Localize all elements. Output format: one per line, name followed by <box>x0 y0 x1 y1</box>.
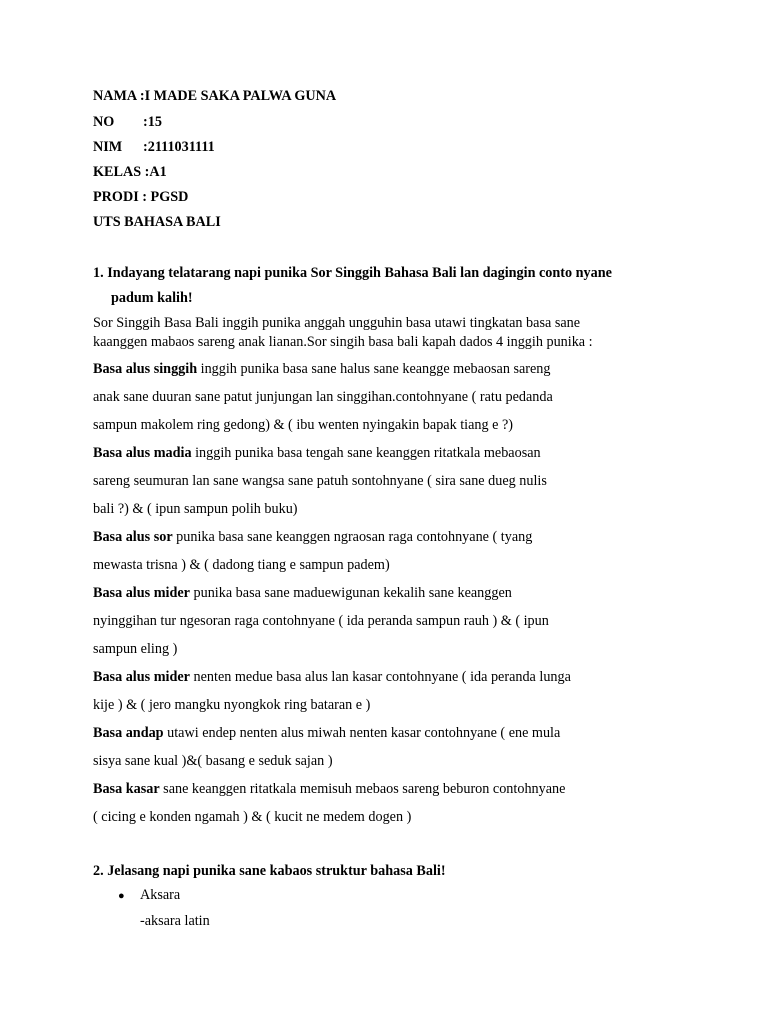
list-item <box>93 669 571 685</box>
item-text: sisya sane kual )&( basang e seduk sajan ) <box>93 753 333 769</box>
item-text: inggih punika basa sane halus sane keangge mebaosan sareng <box>197 361 551 377</box>
item-term: Basa kasar <box>93 781 160 797</box>
list-item <box>93 725 560 741</box>
study-program-line: PRODI : PGSD <box>93 189 189 205</box>
item-text: sampun makolem ring gedong) & ( ibu wenten nyingakin bapak tiang e ?) <box>93 417 513 433</box>
item-text: sampun eling ) <box>93 641 178 657</box>
list-item <box>93 529 532 545</box>
item-text: punika basa sane keanggen ngraosan raga contohnyane ( tyang <box>172 529 533 545</box>
student-name: NAMA :I MADE SAKA PALWA GUNA <box>93 88 337 104</box>
item-text: punika basa sane maduewigunan kekalih sane keanggen <box>189 585 512 601</box>
nim-value: :2111031111 <box>143 139 215 155</box>
item-text: sareng seumuran lan sane wangsa sane patuh sontohnyane ( sira sane dueg nulis <box>93 473 547 489</box>
item-term: Basa alus madia <box>93 445 192 461</box>
intro-line-1: Sor Singgih Basa Bali inggih punika anggah ungguhin basa utawi tingkatan basa sane <box>93 315 581 331</box>
item-text: sane keanggen ritatkala memisuh mebaos sareng beburon contohnyane <box>159 781 566 797</box>
question-1-line-2: padum kalih! <box>111 290 193 306</box>
item-text: utawi endep nenten alus miwah nenten kasar contohnyane ( ene mula <box>163 725 561 741</box>
nim-label: NIM <box>93 139 123 155</box>
item-text: mewasta trisna ) & ( dadong tiang e sampun padem) <box>93 557 390 573</box>
item-text: nyinggihan tur ngesoran raga contohnyane ( ida peranda sampun rauh ) & ( ipun <box>93 613 549 629</box>
item-term: Basa alus singgih <box>93 361 198 377</box>
item-text: anak sane duuran sane patut junjungan lan singgihan.contohnyane ( ratu pedanda <box>93 389 553 405</box>
list-item <box>93 361 551 377</box>
intro-line-2: kaanggen mabaos sareng anak lianan.Sor singih basa bali kapah dados 4 inggih punika : <box>93 334 593 350</box>
student-number-value: :15 <box>143 114 162 130</box>
item-term: Basa andap <box>93 725 164 741</box>
item-term: Basa alus mider <box>93 669 190 685</box>
list-item <box>93 781 565 797</box>
item-text: kije ) & ( jero mangku nyongkok ring bataran e ) <box>93 697 371 713</box>
item-term: Basa alus sor <box>93 529 173 545</box>
item-text: nenten medue basa alus lan kasar contohnyane ( ida peranda lunga <box>189 669 571 685</box>
student-number-label: NO <box>93 114 115 130</box>
item-term: Basa alus mider <box>93 585 190 601</box>
bullet-item: Aksara <box>140 887 181 903</box>
sub-item: -aksara latin <box>140 913 210 929</box>
class-line: KELAS :A1 <box>93 164 167 180</box>
item-text: bali ?) & ( ipun sampun polih buku) <box>93 501 298 517</box>
question-2: 2. Jelasang napi punika sane kabaos struktur bahasa Bali! <box>93 863 446 879</box>
question-1-line-1: 1. Indayang telatarang napi punika Sor Singgih Bahasa Bali lan dagingin conto nyane <box>93 265 612 281</box>
list-item <box>93 585 512 601</box>
bullet-dot-icon: ● <box>118 890 125 902</box>
item-text: inggih punika basa tengah sane keanggen ritatkala mebaosan <box>191 445 541 461</box>
item-text: ( cicing e konden ngamah ) & ( kucit ne medem dogen ) <box>93 809 412 825</box>
list-item <box>93 445 541 461</box>
exam-subject-line: UTS BAHASA BALI <box>93 214 221 230</box>
